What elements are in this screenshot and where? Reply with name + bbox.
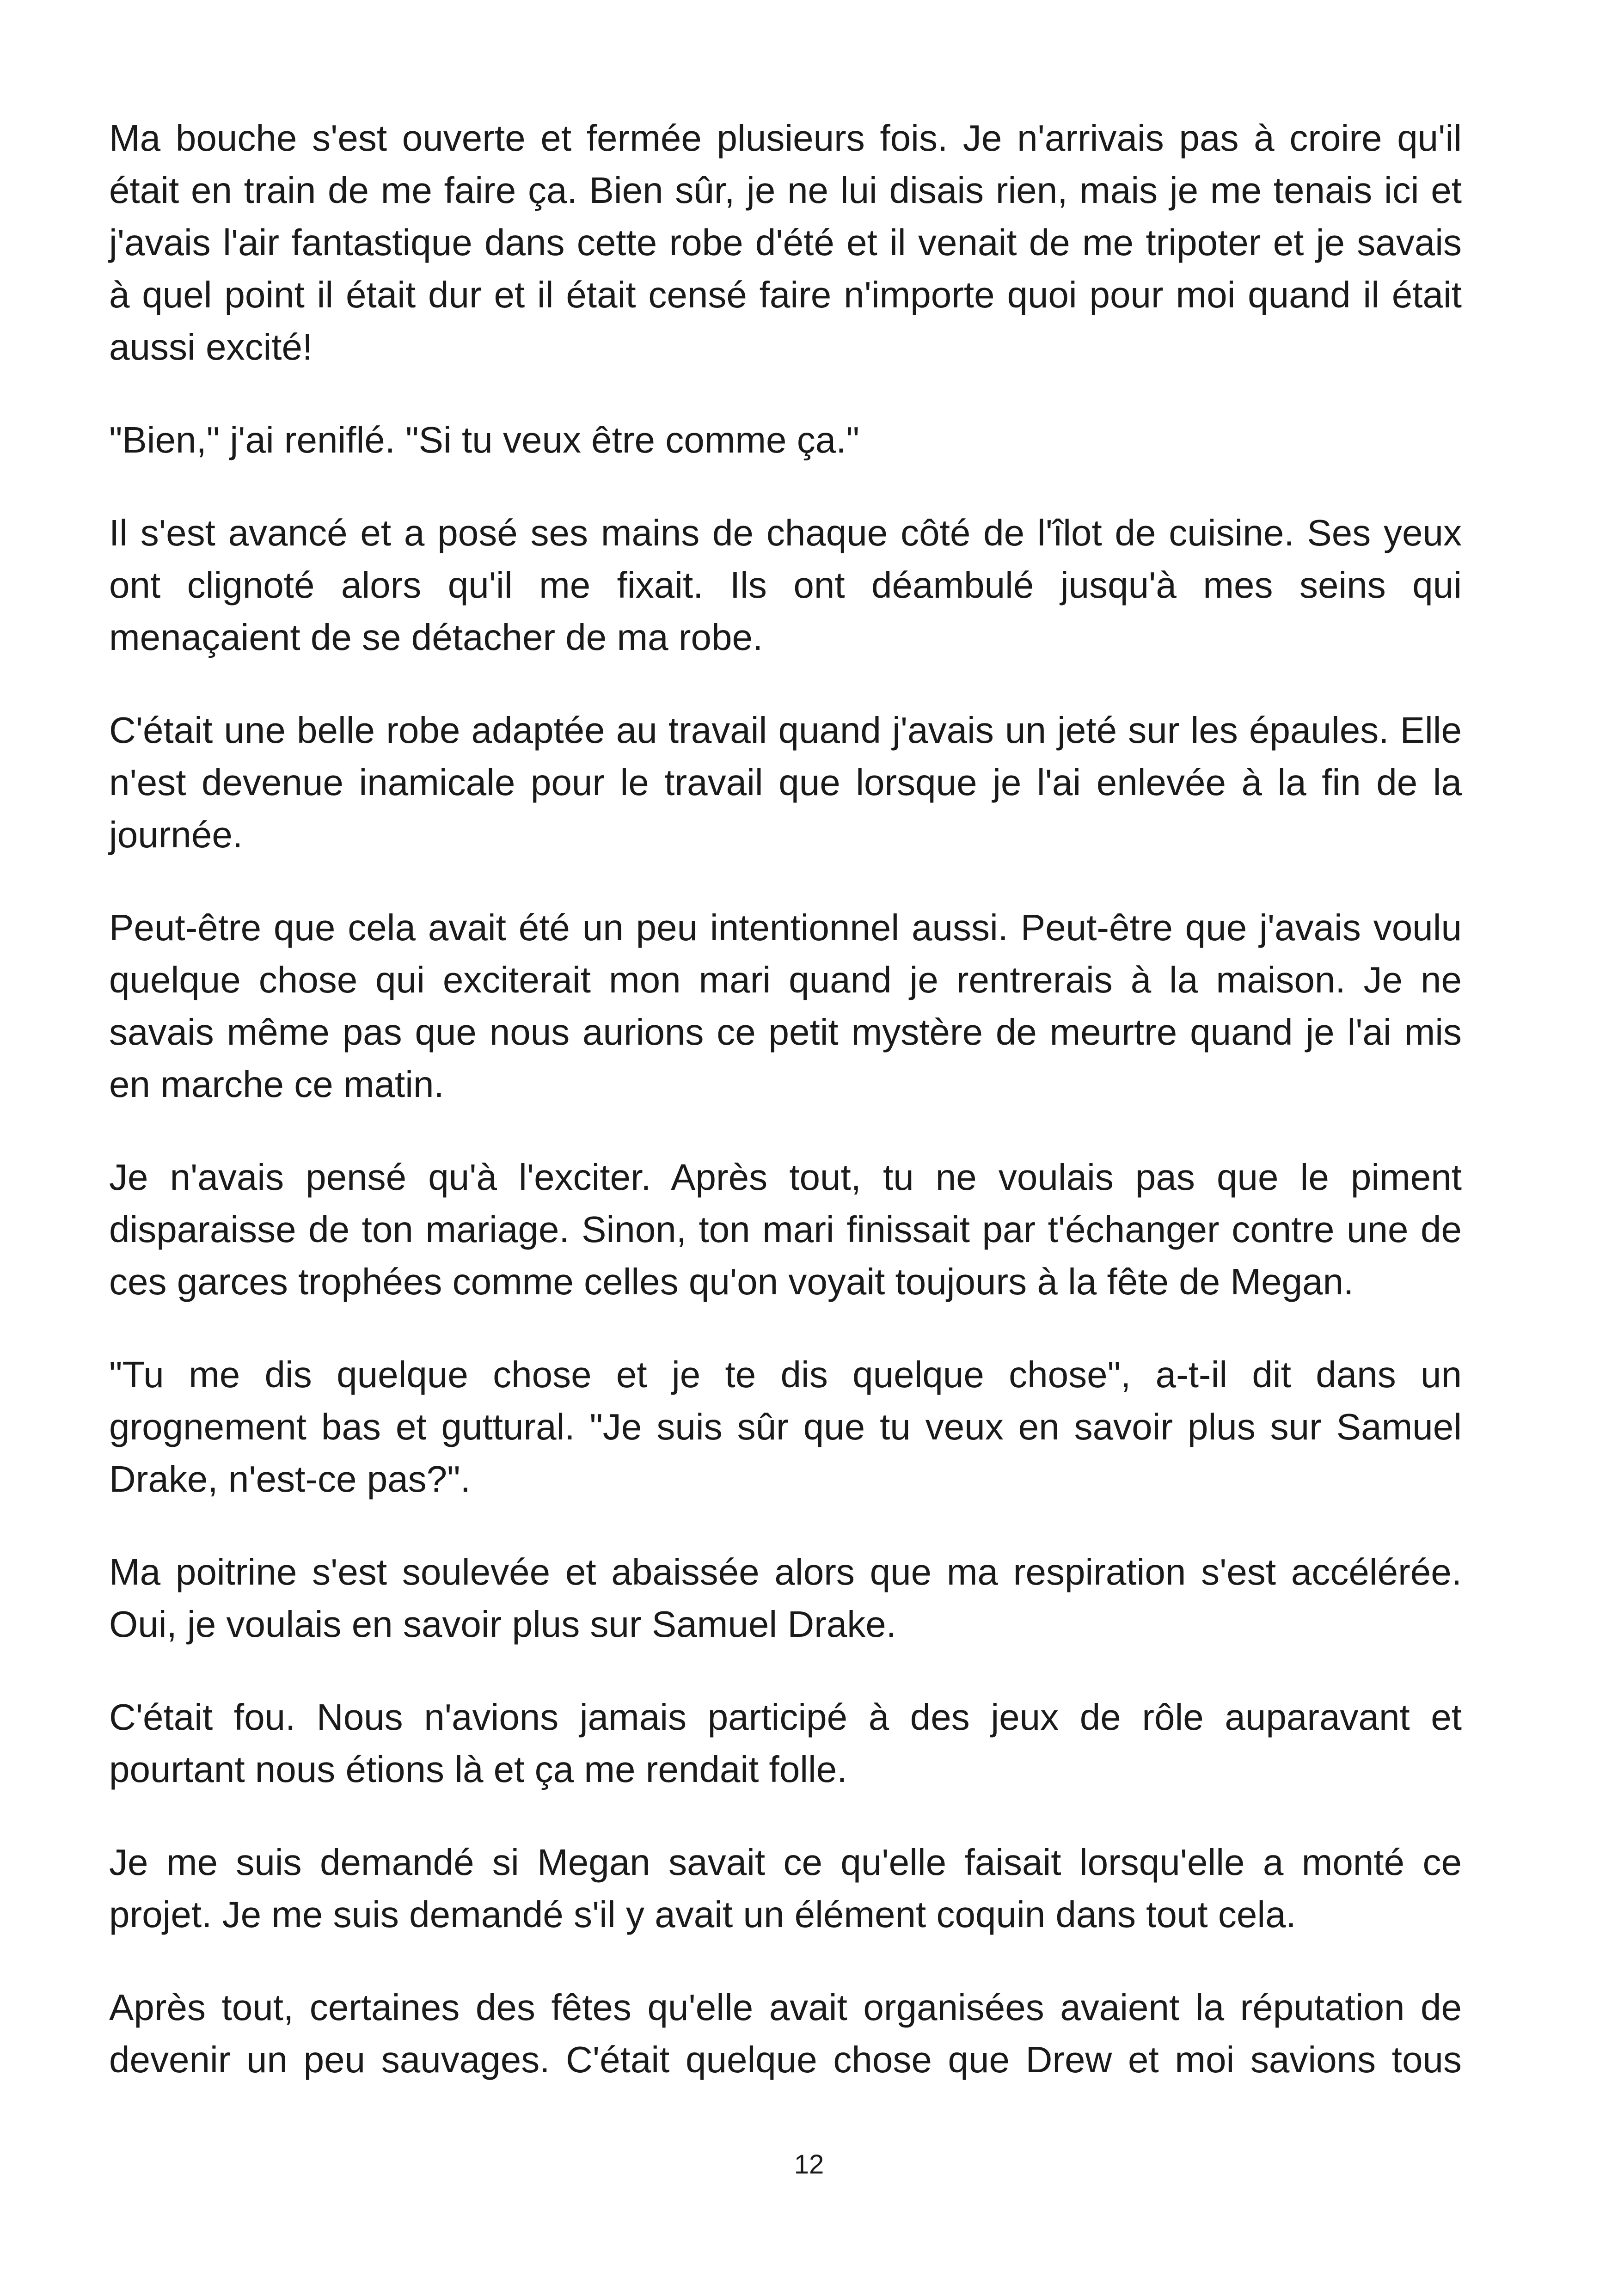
paragraph-9: C'était fou. Nous n'avions jamais participé à des jeux de rôle auparavant et pourtant nous étions là et ça me rendait folle. <box>109 1696 1462 1790</box>
body-text <box>109 112 1462 2086</box>
paragraph-11: Après tout, certaines des fêtes qu'elle avait organisées avaient la réputation de devenir un peu sauvages. C'était quelque chose que Drew et moi savions tous <box>109 1987 1462 2080</box>
paragraph-7: "Tu me dis quelque chose et je te dis quelque chose", a-t-il dit dans un grognement bas et guttural. "Je suis sûr que tu veux en savoir plus sur Samuel Drake, n'est-ce pas?". <box>109 1354 1462 1500</box>
paragraph-2: "Bien," j'ai reniflé. "Si tu veux être comme ça." <box>109 419 859 460</box>
paragraph-3: Il s'est avancé et a posé ses mains de chaque côté de l'îlot de cuisine. Ses yeux ont clignoté alors qu'il me fixait. Ils ont déambulé jusqu'à mes seins qui menaçaient de se détacher de ma robe. <box>109 512 1462 658</box>
page-number: 12 <box>794 2149 824 2180</box>
paragraph-5: Peut-être que cela avait été un peu intentionnel aussi. Peut-être que j'avais voulu quelque chose qui exciterait mon mari quand je rentrerais à la maison. Je ne savais même pas que nous aurions ce petit mystère de meurtre quand je l'ai mis en marche ce matin. <box>109 907 1462 1105</box>
paragraph-8: Ma poitrine s'est soulevée et abaissée alors que ma respiration s'est accélérée. Oui, je voulais en savoir plus sur Samuel Drake. <box>109 1551 1462 1645</box>
paragraph-10: Je me suis demandé si Megan savait ce qu'elle faisait lorsqu'elle a monté ce projet. Je me suis demandé s'il y avait un élément coquin dans tout cela. <box>109 1842 1462 1935</box>
paragraph-1: Ma bouche s'est ouverte et fermée plusieurs fois. Je n'arrivais pas à croire qu'il était en train de me faire ça. Bien sûr, je ne lui disais rien, mais je me tenais ici et j'avais l'air fantastique dans cette robe d'été et il venait de me tripoter et je savais à quel point il était dur et il était censé faire n'importe quoi pour moi quand il était aussi excité! <box>109 117 1462 367</box>
paragraph-6: Je n'avais pensé qu'à l'exciter. Après tout, tu ne voulais pas que le piment disparaisse de ton mariage. Sinon, ton mari finissait par t'échanger contre une de ces garces trophées comme celles qu'on voyait toujours à la fête de Megan. <box>109 1157 1462 1302</box>
paragraph-4: C'était une belle robe adaptée au travail quand j'avais un jeté sur les épaules. Elle n'est devenue inamicale pour le travail que lorsque je l'ai enlevée à la fin de la journée. <box>109 710 1462 855</box>
